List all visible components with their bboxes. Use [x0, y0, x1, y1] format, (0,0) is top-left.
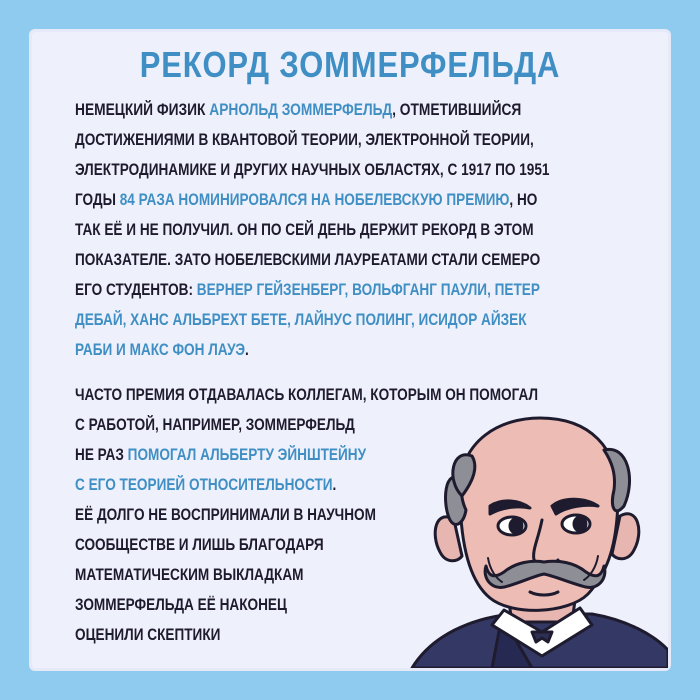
text-run: НЕ РАЗ	[75, 445, 128, 464]
text-run: .	[245, 340, 249, 359]
portrait-illustration	[392, 410, 668, 668]
text-run: , ОТМЕТИВШИЙСЯ	[392, 100, 522, 119]
text-run: ОЦЕНИЛИ СКЕПТИКИ	[75, 625, 221, 644]
text-run: НЕМЕЦКИЙ ФИЗИК	[75, 100, 210, 119]
highlight-run: 84 РАЗА НОМИНИРОВАЛСЯ НА НОБЕЛЕВСКУЮ ПРЕМИЮ	[119, 190, 510, 209]
highlight-run: С ЕГО ТЕОРИЕЙ ОТНОСИТЕЛЬНОСТИ	[75, 475, 333, 494]
paragraph-line	[75, 500, 376, 530]
text-run: , НО	[509, 190, 538, 209]
highlight-run: ДЕБАЙ, ХАНС АЛЬБРЕХТ БЕТЕ, ЛАЙНУС ПОЛИНГ, ИСИДОР АЙЗЕК	[75, 310, 527, 329]
text-run: ЭЛЕКТРОДИНАМИКЕ И ДРУГИХ НАУЧНЫХ ОБЛАСТЯХ, С 1917 ПО 1951	[75, 160, 550, 179]
paragraph-line	[75, 185, 538, 215]
text-run: .	[332, 475, 337, 494]
text-run: МАТЕМАТИЧЕСКИМ ВЫКЛАДКАМ	[75, 565, 304, 584]
highlight-run: ПОМОГАЛ АЛЬБЕРТУ ЭЙНШТЕЙНУ	[127, 445, 367, 464]
text-run: ЕЁ ДОЛГО НЕ ВОСПРИНИМАЛИ В НАУЧНОМ	[75, 505, 376, 524]
paragraph-1	[75, 95, 635, 365]
paragraph-line	[75, 560, 363, 590]
text-run: С РАБОТОЙ, НАПРИМЕР, ЗОММЕРФЕЛЬД	[75, 415, 355, 434]
paragraph-line	[75, 590, 363, 620]
text-run: ПОКАЗАТЕЛЕ. ЗАТО НОБЕЛЕВСКИМИ ЛАУРЕАТАМИ СТАЛИ СЕМЕРО	[75, 250, 541, 269]
page-title: РЕКОРД ЗОММЕРФЕЛЬДА	[139, 44, 561, 85]
text-run: ТАК ЕЁ И НЕ ПОЛУЧИЛ. ОН ПО СЕЙ ДЕНЬ ДЕРЖИТ РЕКОРД В ЭТОМ	[75, 220, 534, 239]
paragraph-line	[75, 275, 540, 305]
highlight-run: РАБИ И МАКС ФОН ЛАУЭ	[75, 340, 246, 359]
paragraph-line	[75, 245, 541, 275]
highlight-run: ВЕРНЕР ГЕЙЗЕНБЕРГ, ВОЛЬФГАНГ ПАУЛИ, ПЕТЕР	[196, 280, 540, 299]
paragraph-line	[75, 305, 527, 335]
paragraph-line	[75, 440, 367, 470]
paragraph-line	[75, 620, 363, 650]
text-run: СООБЩЕСТВЕ И ЛИШЬ БЛАГОДАРЯ	[75, 535, 324, 554]
paragraph-line	[75, 410, 363, 440]
text-run: ГОДЫ	[75, 190, 120, 209]
paragraph-line	[75, 470, 363, 500]
paragraph-line	[75, 215, 534, 245]
paragraph-line	[75, 530, 363, 560]
paragraph-line	[75, 380, 539, 410]
paragraph-line	[75, 125, 534, 155]
paragraph-line	[75, 155, 550, 185]
paragraph-line	[75, 95, 529, 125]
highlight-run: АРНОЛЬД ЗОММЕРФЕЛЬД	[209, 100, 393, 119]
paragraph-line	[75, 335, 523, 365]
text-run: ЗОММЕРФЕЛЬДА ЕЁ НАКОНЕЦ	[75, 595, 287, 614]
text-run: ДОСТИЖЕНИЯМИ В КВАНТОВОЙ ТЕОРИИ, ЭЛЕКТРОННОЙ ТЕОРИИ,	[75, 130, 534, 149]
paragraph-2	[75, 380, 539, 650]
text-run: ЧАСТО ПРЕМИЯ ОТДАВАЛАСЬ КОЛЛЕГАМ, КОТОРЫМ ОН ПОМОГАЛ	[75, 385, 539, 404]
text-run: ЕГО СТУДЕНТОВ:	[75, 280, 197, 299]
